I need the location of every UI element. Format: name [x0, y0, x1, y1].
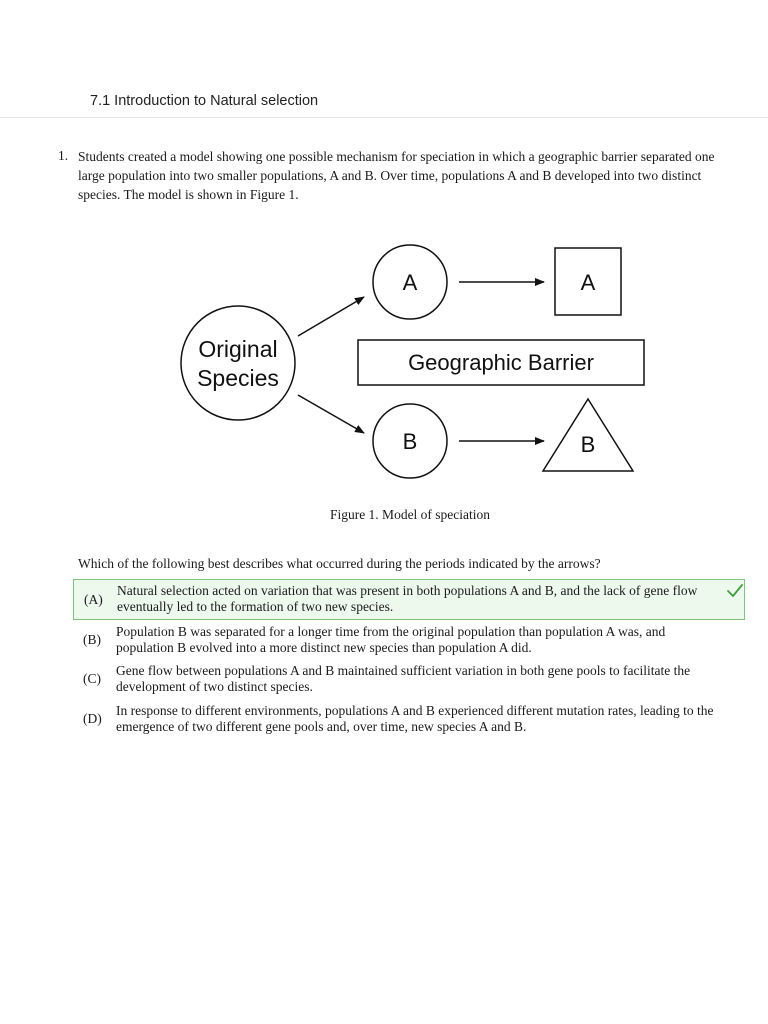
original-species-circle [181, 306, 295, 420]
choice-text: In response to different environments, populations A and B experienced different mutation rates, leading to the emergence of two different gene pools and, over time, new species A and B. [116, 703, 714, 734]
arrow-to-population-a [298, 297, 364, 336]
original-species-label-1: Original [198, 336, 278, 362]
population-b-label: B [402, 429, 418, 454]
choice-letter: (A) [84, 591, 103, 607]
choice-text: Gene flow between populations A and B maintained sufficient variation in both gene pools to facilitate the development of two distinct species. [116, 663, 691, 694]
choice-text: Population B was separated for a longer time from the original population than population A was, and population B evolved into a more distinct new species than population A did. [116, 624, 666, 655]
species-b-label: B [580, 432, 596, 457]
answer-choice-a[interactable] [73, 579, 745, 620]
question-number: 1. [58, 148, 69, 163]
choice-text: Natural selection acted on variation that was present in both populations A and B, and the lack of gene flow eventually led to the formation of two new species. [117, 583, 698, 614]
species-a-label: A [580, 270, 596, 295]
question-prompt: Which of the following best describes what occurred during the periods indicated by the arrows? [78, 556, 601, 571]
choice-letter: (B) [83, 632, 101, 647]
geographic-barrier-label: Geographic Barrier [408, 350, 594, 375]
answer-choice-d[interactable] [73, 703, 745, 735]
answer-choice-c[interactable] [73, 663, 745, 695]
checkmark-icon [726, 583, 744, 599]
choice-letter: (D) [83, 711, 102, 726]
header-divider [0, 117, 768, 118]
speciation-figure [170, 232, 650, 482]
choice-letter: (C) [83, 671, 101, 686]
page-title: 7.1 Introduction to Natural selection [90, 93, 319, 109]
arrow-to-population-b [298, 395, 364, 433]
population-a-label: A [402, 270, 418, 295]
original-species-label-2: Species [197, 365, 279, 391]
answer-choice-b[interactable] [73, 624, 745, 656]
figure-caption: Figure 1. Model of speciation [329, 507, 491, 522]
question-stem: Students created a model showing one possible mechanism for speciation in which a geographic barrier separated one large population into two smaller populations, A and B. Over time, populations A and B developed into two distinct species. The model is shown in Figure 1. [78, 149, 715, 202]
